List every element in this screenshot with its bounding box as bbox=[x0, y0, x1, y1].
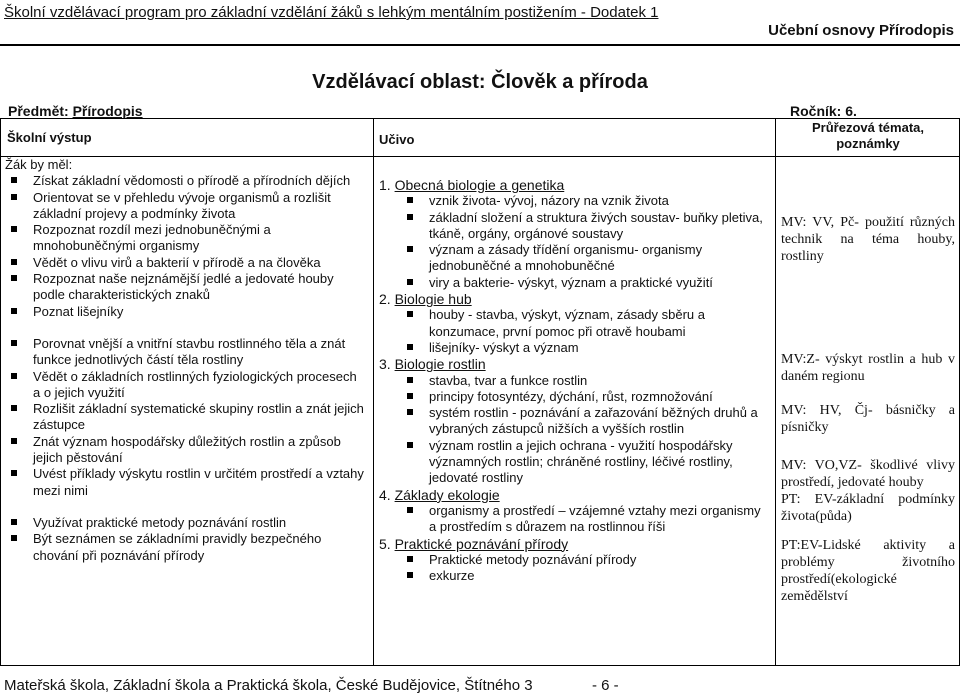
page-number: - 6 - bbox=[592, 677, 619, 694]
content-text: organismy a prostředí – vzájemné vztahy mezi organismy a prostředím s důrazem na rostlinnou říši bbox=[429, 502, 761, 535]
footer-school: Mateřská škola, Základní škola a Praktická škola, České Budějovice, Štítného 3 bbox=[4, 677, 533, 694]
outputs-intro: Žák by měl: bbox=[5, 157, 73, 172]
output-text: Znát význam hospodářsky důležitých rostlin a způsob jejich pěstování bbox=[33, 433, 341, 466]
content-text: lišejníky- výskyt a význam bbox=[429, 339, 579, 355]
content-item bbox=[379, 193, 771, 209]
bullet-icon bbox=[407, 556, 413, 562]
note-item: PT: EV-základní podmínky života(půda) bbox=[781, 492, 955, 524]
content-item bbox=[379, 552, 771, 568]
section-title: Praktické poznávání přírody bbox=[394, 535, 569, 552]
content-text: základní složení a struktura živých soustav- buňky pletiva, tkáně, orgány, orgánové soustavy bbox=[429, 209, 763, 241]
output-item bbox=[5, 173, 367, 189]
col-head-notes-line2: poznámky bbox=[836, 136, 900, 151]
section-heading bbox=[379, 356, 771, 372]
section-title: Obecná biologie a genetika bbox=[394, 177, 565, 193]
col-head-content: Učivo bbox=[379, 132, 415, 147]
section-heading bbox=[379, 487, 771, 503]
output-text: Vědět o vlivu virů a bakterií v přírodě a na člověka bbox=[33, 254, 321, 270]
output-text: Rozlišit základní systematické skupiny rostlin a znát jejich zástupce bbox=[33, 401, 364, 433]
content-item bbox=[379, 242, 771, 275]
content-item bbox=[379, 275, 771, 291]
col-head-notes bbox=[779, 120, 957, 152]
bullet-icon bbox=[11, 470, 17, 476]
output-text: Porovnat vnější a vnitřní stavbu rostlinného těla a znát funkce jednotlivých částí těla rostliny bbox=[33, 335, 346, 368]
grade-label: Ročník: 6. bbox=[790, 103, 857, 119]
bullet-icon bbox=[11, 259, 17, 265]
outputs-column bbox=[5, 157, 367, 564]
bullet-icon bbox=[11, 275, 17, 281]
content-item bbox=[379, 503, 771, 536]
output-text: Poznat lišejníky bbox=[33, 303, 124, 319]
content-item bbox=[379, 438, 771, 487]
bullet-icon bbox=[407, 279, 413, 285]
output-text: Uvést příklady výskytu rostlin v určitém prostředí a vztahy mezi nimi bbox=[33, 466, 364, 498]
output-item bbox=[5, 271, 367, 304]
content-item bbox=[379, 210, 771, 243]
column-divider-2 bbox=[775, 119, 776, 665]
output-text: Získat základní vědomosti o přírodě a přírodních dějích bbox=[33, 173, 351, 189]
bullet-icon bbox=[407, 507, 413, 513]
document-header-subject: Učební osnovy Přírodopis bbox=[768, 22, 954, 39]
bullet-icon bbox=[11, 340, 17, 346]
output-text: Vědět o základních rostlinných fyziologických procesech a o jejich využití bbox=[33, 368, 357, 400]
section-number: 4. bbox=[379, 486, 395, 503]
section-number: 3. bbox=[379, 356, 395, 373]
note-item: MV:Z- výskyt rostlin a hub v daném regionu bbox=[781, 352, 955, 384]
note-item: PT:EV-Lidské aktivity a problémy životního prostředí(ekologické zemědělství bbox=[781, 538, 955, 604]
column-divider-1 bbox=[373, 119, 374, 665]
output-text: Rozpoznat rozdíl mezi jednobuněčnými a mnohobuněčnými organismy bbox=[33, 222, 271, 254]
col-head-notes-line1: Průřezová témata, bbox=[812, 120, 924, 135]
content-column bbox=[379, 177, 771, 584]
bullet-icon bbox=[407, 442, 413, 448]
curriculum-table bbox=[0, 118, 960, 666]
bullet-icon bbox=[11, 308, 17, 314]
content-text: houby - stavba, výskyt, význam, zásady sběru a konzumace, první pomoc při otravě houbami bbox=[429, 307, 706, 339]
bullet-icon bbox=[407, 246, 413, 252]
output-item bbox=[5, 531, 367, 564]
section-heading bbox=[379, 177, 771, 193]
section-number: 5. bbox=[379, 535, 395, 552]
content-text: stavba, tvar a funkce rostlin bbox=[429, 372, 588, 388]
content-text: Praktické metody poznávání přírody bbox=[429, 551, 637, 567]
bullet-icon bbox=[11, 226, 17, 232]
header-divider bbox=[0, 44, 960, 46]
bullet-icon bbox=[11, 519, 17, 525]
document-header-title: Školní vzdělávací program pro základní vzdělání žáků s lehkým mentálním postižením - Dodatek 1 bbox=[4, 4, 659, 21]
section-heading bbox=[379, 291, 771, 307]
output-text: Být seznámen se základními pravidly bezpečného chování při poznávání přírody bbox=[33, 531, 322, 563]
subject-line bbox=[8, 103, 143, 119]
section-number: 1. bbox=[379, 177, 395, 193]
bullet-icon bbox=[407, 393, 413, 399]
col-head-outputs: Školní výstup bbox=[7, 130, 92, 145]
section-title: Biologie hub bbox=[394, 291, 472, 308]
bullet-icon bbox=[11, 438, 17, 444]
content-item bbox=[379, 373, 771, 389]
output-item bbox=[5, 369, 367, 402]
notes-column bbox=[781, 214, 955, 605]
output-text: Orientovat se v přehledu vývoje organismů a rozlišit základní projevy a podmínky života bbox=[33, 189, 331, 221]
output-item bbox=[5, 304, 367, 320]
bullet-icon bbox=[11, 177, 17, 183]
content-text: viry a bakterie- výskyt, význam a praktické využití bbox=[429, 274, 713, 290]
output-item bbox=[5, 434, 367, 467]
bullet-icon bbox=[407, 214, 413, 220]
output-item bbox=[5, 515, 367, 531]
note-item: MV: VO,VZ- škodlivé vlivy prostředí, jedovaté houby bbox=[781, 458, 955, 490]
section-number: 2. bbox=[379, 291, 395, 308]
list-spacer bbox=[5, 320, 367, 336]
output-item bbox=[5, 466, 367, 499]
content-text: systém rostlin - poznávání a zařazování běžných druhů a vybraných zástupců nižších a vyšších rostlin bbox=[429, 405, 758, 437]
content-item bbox=[379, 340, 771, 356]
output-text: Využívat praktické metody poznávání rostlin bbox=[33, 514, 287, 530]
output-text: Rozpoznat naše nejznámější jedlé a jedovaté houby podle charakteristických znaků bbox=[33, 271, 334, 303]
area-title: Vzdělávací oblast: Člověk a příroda bbox=[312, 71, 648, 93]
section-heading bbox=[379, 536, 771, 552]
content-item bbox=[379, 568, 771, 584]
bullet-icon bbox=[407, 409, 413, 415]
note-item: MV: HV, Čj- básničky a písničky bbox=[781, 403, 955, 435]
output-item bbox=[5, 190, 367, 223]
bullet-icon bbox=[407, 197, 413, 203]
section-title: Základy ekologie bbox=[394, 486, 500, 503]
bullet-icon bbox=[11, 194, 17, 200]
content-text: vznik života- vývoj, názory na vznik života bbox=[429, 193, 669, 209]
content-item bbox=[379, 405, 771, 438]
content-item bbox=[379, 307, 771, 340]
content-text: principy fotosyntézy, dýchání, růst, rozmnožování bbox=[429, 388, 713, 404]
content-text: exkurze bbox=[429, 568, 475, 584]
list-spacer bbox=[5, 499, 367, 515]
output-item bbox=[5, 336, 367, 369]
bullet-icon bbox=[407, 344, 413, 350]
output-item bbox=[5, 401, 367, 434]
bullet-icon bbox=[407, 377, 413, 383]
content-text: význam rostlin a jejich ochrana - využití hospodářsky významných rostlin; chráněné rostliny, léčivé rostliny, jedovaté rostliny bbox=[429, 437, 733, 486]
content-item bbox=[379, 389, 771, 405]
bullet-icon bbox=[407, 572, 413, 578]
output-item bbox=[5, 255, 367, 271]
bullet-icon bbox=[11, 535, 17, 541]
section-title: Biologie rostlin bbox=[394, 356, 486, 373]
subject-label: Předmět: bbox=[8, 103, 73, 119]
content-text: význam a zásady třídění organismu- organismy jednobuněčné a mnohobuněčné bbox=[429, 242, 703, 274]
bullet-icon bbox=[11, 405, 17, 411]
bullet-icon bbox=[11, 373, 17, 379]
bullet-icon bbox=[407, 311, 413, 317]
subject-value: Přírodopis bbox=[72, 103, 143, 119]
output-item bbox=[5, 222, 367, 255]
note-item: MV: VV, Pč- použití různých technik na téma houby, rostliny bbox=[781, 215, 955, 264]
